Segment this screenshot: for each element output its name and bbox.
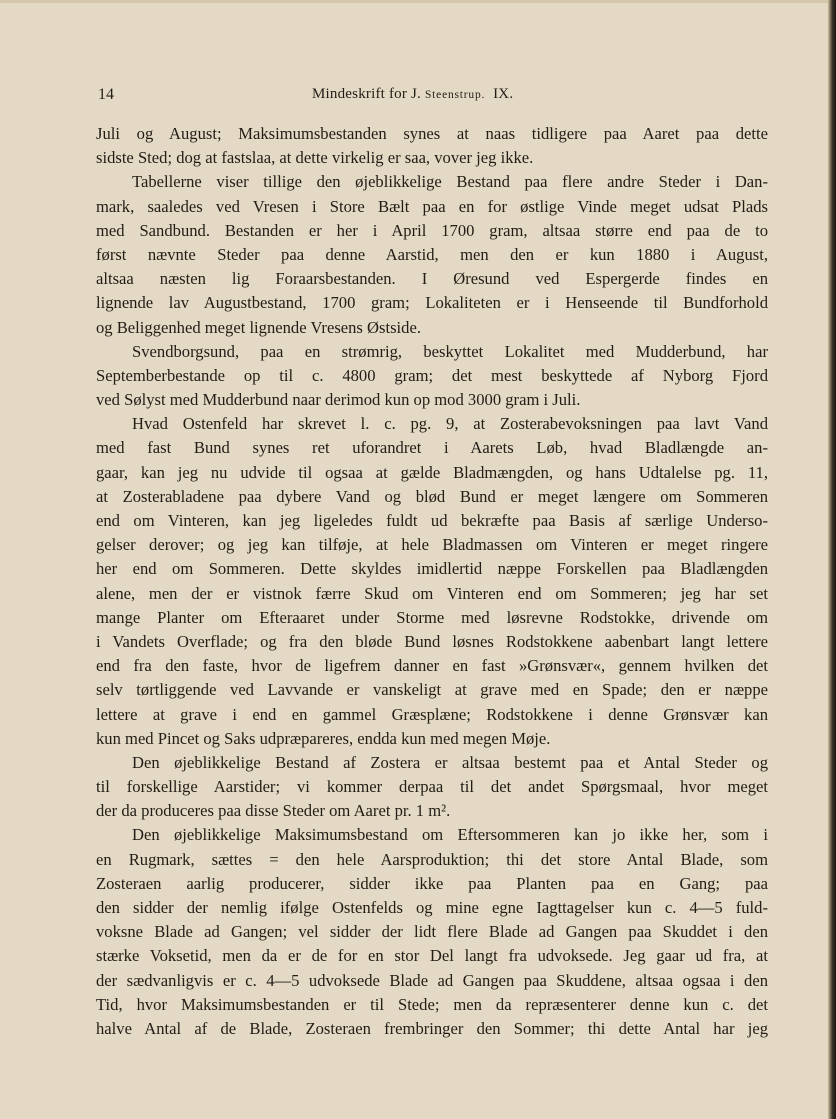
text-line: Svendborgsund, paa en strømrig, beskyttet Lokalitet med Mudderbund, har xyxy=(132,341,768,361)
title-name: Steenstrup. xyxy=(424,89,486,101)
text-line: end om Vinteren, kan jeg ligeledes fuldt ud bekræfte paa Basis af særlige Underso- xyxy=(96,511,768,530)
text-line: end fra den faste, hvor de ligefrem danner en fast »Grønsvær«, gennem hvilken det xyxy=(96,656,768,676)
text-line: lettere at grave i end en gammel Græsplæne; Rodstokkene i denne Grønsvær kan xyxy=(96,704,768,724)
text-line: Tabellerne viser tillige den øjeblikkelige Bestand paa flere andre Steder i Dan- xyxy=(132,172,768,192)
text-line: Septemberbestande op til c. 4800 gram; det mest beskyttede af Nyborg Fjord xyxy=(96,365,768,385)
text-line: Tid, hvor Maksimumsbestanden er til Stede; men da repræsenterer denne kun c. det xyxy=(96,994,768,1014)
text-line: mange Planter om Efteraaret under Storme med løsrevne Rodstokke, drivende om xyxy=(96,607,768,627)
text-line: i Vandets Overflade; og fra den bløde Bund løsnes Rodstokkene aabenbart langt lettere xyxy=(96,631,768,651)
text-line: og Beliggenhed meget lignende Vresens Østside. xyxy=(96,317,421,337)
text-line: med Sandbund. Bestanden er her i April 1700 gram, altsaa større end paa de to xyxy=(96,220,768,240)
running-title xyxy=(312,86,513,103)
text-line: halve Antal af de Blade, Zosteraen frembringer den Sommer; thi dette Antal har jeg xyxy=(96,1018,768,1038)
text-line: ved Sølyst med Mudderbund naar derimod kun op mod 3000 gram i Juli. xyxy=(96,390,581,410)
text-line: sidste Sted; dog at fastslaa, at dette virkelig er saa, vover jeg ikke. xyxy=(96,148,534,168)
text-line: med fast Bund synes ret uforandret i Aarets Løb, hvad Bladlængde an- xyxy=(96,438,768,458)
body-text xyxy=(96,122,768,1041)
text-line: at Zosterabladene paa dybere Vand og blød Bund er meget længere om Sommeren xyxy=(96,486,768,506)
text-line: lignende lav Augustbestand, 1700 gram; Lokaliteten er i Henseende til Bundforhold xyxy=(96,293,768,313)
text-line: til forskellige Aarstider; vi kommer derpaa til det andet Spørgsmaal, hvor meget xyxy=(96,777,768,797)
text-line: alene, men der er vistnok færre Skud om Vinteren end om Sommeren; jeg har set xyxy=(96,583,768,603)
page-number: 14 xyxy=(98,86,114,103)
title-prefix: Mindeskrift for J. xyxy=(312,86,422,102)
text-line: Den øjeblikkelige Maksimumsbestand om Eftersommeren kan jo ikke her, som i xyxy=(132,825,768,845)
text-line: først nævnte Steder paa denne Aarstid, men den er kun 1880 i August, xyxy=(96,244,768,264)
text-line: der sædvanligvis er c. 4—5 udvoksede Blade ad Gangen paa Skuddene, altsaa ogsaa i den xyxy=(96,970,768,990)
text-line: selv tørtliggende ved Lavvande er vanskeligt at grave med en Spade; den er næppe xyxy=(96,680,768,700)
text-line: altsaa næsten lig Foraarsbestanden. I Øresund ved Espergerde findes en xyxy=(96,269,768,289)
page-edge-top xyxy=(0,0,836,3)
text-line: gelser derover; og jeg kan tilføje, at hele Bladmassen om Vinteren er meget ringere xyxy=(96,535,768,555)
text-line: den sidder der nemlig ifølge Ostenfelds og mine egne Iagttagelser kun c. 4—5 fuld- xyxy=(96,898,768,917)
text-line: Zosteraen aarlig producerer, sidder ikke paa Planten paa en Gang; paa xyxy=(96,873,768,893)
text-line: voksne Blade ad Gangen; vel sidder der lidt flere Blade ad Gangen paa Skuddet i den xyxy=(96,922,768,942)
text-line: en Rugmark, sættes = den hele Aarsproduktion; thi det store Antal Blade, som xyxy=(96,849,768,869)
text-line: Hvad Ostenfeld har skrevet l. c. pg. 9, at Zosterabevoksningen paa lavt Vand xyxy=(132,414,768,434)
text-line: mark, saaledes ved Vresen i Store Bælt paa en for østlige Vinde meget udsat Plads xyxy=(96,196,768,216)
text-line: kun med Pincet og Saks udpræpareres, endda kun med megen Møje. xyxy=(96,728,551,748)
text-line: der da produceres paa disse Steder om Aaret pr. 1 m². xyxy=(96,801,451,821)
text-line: Den øjeblikkelige Bestand af Zostera er altsaa bestemt paa et Antal Steder og xyxy=(132,752,768,772)
text-line: Juli og August; Maksimumsbestanden synes at naas tidligere paa Aaret paa dette xyxy=(96,124,768,143)
text-line: her end om Sommeren. Dette skyldes imidlertid næppe Forskellen paa Bladlængden xyxy=(96,559,768,579)
text-line: gaar, kan jeg nu udvide til ogsaa at gælde Bladmængden, og hans Udtalelse pg. 11, xyxy=(96,462,768,482)
running-header xyxy=(98,86,768,108)
text-line: stærke Voksetid, men da er de for en stor Del langt fra udvoksede. Jeg gaar ud fra, at xyxy=(96,946,768,966)
volume-number: IX. xyxy=(493,86,514,102)
page-edge xyxy=(828,0,836,1119)
